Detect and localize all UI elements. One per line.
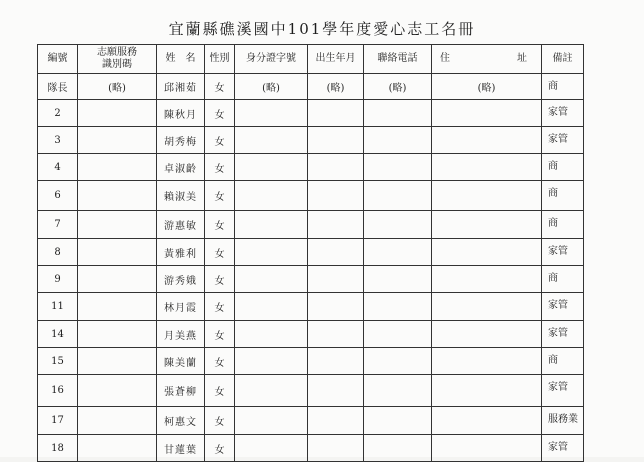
cell-no: 15 [38, 348, 78, 375]
cell-address: (略) [432, 74, 542, 100]
cell-name: 月美燕 [157, 321, 205, 348]
table-row [38, 239, 584, 266]
table-row [38, 348, 584, 375]
cell-name: 邱湘茹 [157, 74, 205, 100]
cell-birth [308, 239, 364, 266]
table-row [38, 293, 584, 321]
cell-id [235, 100, 308, 127]
cell-note: 家管 [542, 375, 584, 407]
cell-name: 胡秀梅 [157, 127, 205, 154]
table-row [38, 127, 584, 154]
cell-id [235, 321, 308, 348]
table-header-row [38, 45, 584, 74]
cell-no: 9 [38, 266, 78, 293]
cell-gender: 女 [205, 211, 235, 239]
cell-birth [308, 348, 364, 375]
cell-gender: 女 [205, 127, 235, 154]
cell-id [235, 181, 308, 211]
cell-note: 家管 [542, 435, 584, 462]
cell-gender: 女 [205, 407, 235, 435]
cell-address [432, 293, 542, 321]
table-row [38, 211, 584, 239]
cell-no: 4 [38, 154, 78, 181]
cell-birth [308, 211, 364, 239]
cell-gender: 女 [205, 181, 235, 211]
cell-no: 16 [38, 375, 78, 407]
header-note: 備註 [542, 45, 584, 74]
table-row [38, 375, 584, 407]
cell-phone [364, 239, 432, 266]
table-row [38, 407, 584, 435]
cell-birth [308, 321, 364, 348]
cell-id [235, 127, 308, 154]
cell-code [78, 293, 157, 321]
header-id: 身分證字號 [235, 45, 308, 74]
cell-note: 商 [542, 154, 584, 181]
cell-address [432, 239, 542, 266]
header-birth: 出生年月 [308, 45, 364, 74]
table-row [38, 100, 584, 127]
cell-phone [364, 375, 432, 407]
header-address-a: 住 [440, 53, 450, 64]
cell-code [78, 375, 157, 407]
cell-no: 18 [38, 435, 78, 462]
header-name: 姓 名 [157, 45, 205, 74]
cell-note: 家管 [542, 100, 584, 127]
cell-name: 賴淑美 [157, 181, 205, 211]
cell-code [78, 211, 157, 239]
cell-no: 8 [38, 239, 78, 266]
header-gender: 性別 [205, 45, 235, 74]
cell-id [235, 239, 308, 266]
cell-gender: 女 [205, 154, 235, 181]
header-code-text: 志願服務 識別碼 [97, 47, 137, 70]
cell-id [235, 154, 308, 181]
cell-note: 家管 [542, 239, 584, 266]
cell-note: 商 [542, 74, 584, 100]
cell-birth [308, 293, 364, 321]
cell-note: 家管 [542, 127, 584, 154]
cell-address [432, 127, 542, 154]
cell-gender: 女 [205, 266, 235, 293]
cell-address [432, 375, 542, 407]
cell-id [235, 211, 308, 239]
cell-address [432, 435, 542, 462]
cell-name: 甘蓮葉 [157, 435, 205, 462]
cell-gender: 女 [205, 74, 235, 100]
cell-phone [364, 348, 432, 375]
volunteer-roster-table [37, 44, 584, 462]
cell-birth: (略) [308, 74, 364, 100]
cell-id: (略) [235, 74, 308, 100]
table-row [38, 321, 584, 348]
cell-phone [364, 127, 432, 154]
cell-id [235, 407, 308, 435]
cell-no: 6 [38, 181, 78, 211]
cell-id [235, 266, 308, 293]
cell-no: 14 [38, 321, 78, 348]
cell-gender: 女 [205, 375, 235, 407]
cell-id [235, 435, 308, 462]
cell-code [78, 407, 157, 435]
cell-name: 陳秋月 [157, 100, 205, 127]
cell-name: 游秀娥 [157, 266, 205, 293]
header-phone: 聯絡電話 [364, 45, 432, 74]
cell-id [235, 375, 308, 407]
cell-no: 3 [38, 127, 78, 154]
header-address [432, 45, 542, 74]
cell-birth [308, 407, 364, 435]
cell-name: 黃雅利 [157, 239, 205, 266]
table-row [38, 181, 584, 211]
cell-phone [364, 407, 432, 435]
table-row [38, 435, 584, 462]
document-title: 宜蘭縣礁溪國中101學年度愛心志工名冊 [168, 20, 476, 38]
cell-name: 柯惠文 [157, 407, 205, 435]
cell-birth [308, 154, 364, 181]
table-row [38, 266, 584, 293]
cell-code [78, 154, 157, 181]
table-row [38, 154, 584, 181]
cell-no: 2 [38, 100, 78, 127]
cell-gender: 女 [205, 293, 235, 321]
cell-address [432, 211, 542, 239]
cell-gender: 女 [205, 321, 235, 348]
cell-name: 游惠敏 [157, 211, 205, 239]
header-code [78, 45, 157, 74]
cell-code [78, 127, 157, 154]
cell-gender: 女 [205, 100, 235, 127]
header-no: 編號 [38, 45, 78, 74]
cell-note: 家管 [542, 293, 584, 321]
cell-birth [308, 266, 364, 293]
cell-code [78, 321, 157, 348]
cell-phone [364, 154, 432, 181]
cell-name: 張蒼柳 [157, 375, 205, 407]
cell-code [78, 181, 157, 211]
cell-address [432, 154, 542, 181]
cell-code [78, 239, 157, 266]
cell-code [78, 435, 157, 462]
cell-name: 林月霞 [157, 293, 205, 321]
cell-code: (略) [78, 74, 157, 100]
cell-phone [364, 435, 432, 462]
cell-no: 17 [38, 407, 78, 435]
cell-address [432, 407, 542, 435]
cell-id [235, 348, 308, 375]
cell-address [432, 266, 542, 293]
cell-phone [364, 321, 432, 348]
cell-note: 商 [542, 266, 584, 293]
header-address-b: 址 [517, 53, 527, 64]
cell-phone [364, 293, 432, 321]
cell-no: 7 [38, 211, 78, 239]
cell-code [78, 266, 157, 293]
cell-birth [308, 127, 364, 154]
cell-note: 商 [542, 211, 584, 239]
cell-phone [364, 100, 432, 127]
cell-id [235, 293, 308, 321]
cell-phone [364, 211, 432, 239]
cell-name: 卓淑齡 [157, 154, 205, 181]
cell-gender: 女 [205, 239, 235, 266]
cell-address [432, 100, 542, 127]
cell-note: 商 [542, 348, 584, 375]
cell-code [78, 100, 157, 127]
cell-no: 隊長 [38, 74, 78, 100]
cell-note: 商 [542, 181, 584, 211]
cell-note: 服務業 [542, 407, 584, 435]
cell-birth [308, 100, 364, 127]
table-row [38, 74, 584, 100]
cell-birth [308, 435, 364, 462]
cell-phone [364, 266, 432, 293]
cell-gender: 女 [205, 435, 235, 462]
cell-phone [364, 181, 432, 211]
cell-address [432, 181, 542, 211]
cell-address [432, 321, 542, 348]
cell-name: 陳美蘭 [157, 348, 205, 375]
cell-code [78, 348, 157, 375]
cell-gender: 女 [205, 348, 235, 375]
cell-phone: (略) [364, 74, 432, 100]
cell-birth [308, 375, 364, 407]
cell-no: 11 [38, 293, 78, 321]
cell-note: 家管 [542, 321, 584, 348]
cell-birth [308, 181, 364, 211]
cell-address [432, 348, 542, 375]
